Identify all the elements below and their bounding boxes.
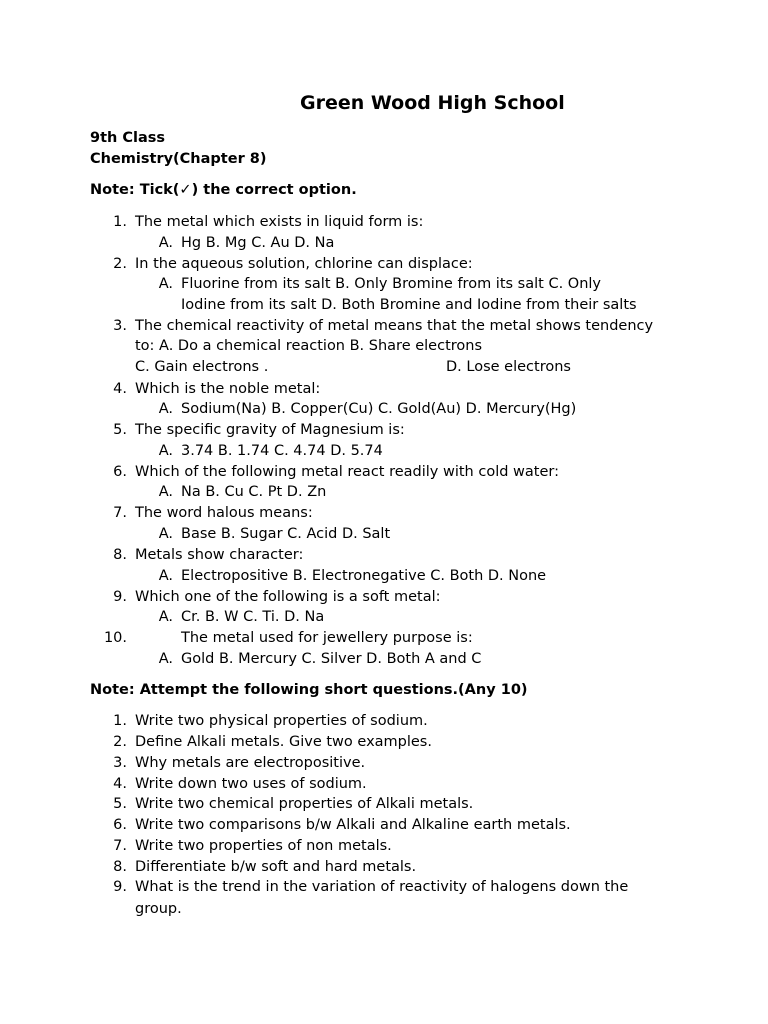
short-question-number: 6. bbox=[113, 817, 127, 833]
mcq-number: 5. bbox=[113, 422, 127, 438]
short-question-number: 7. bbox=[113, 838, 127, 854]
mcq-number: 6. bbox=[113, 464, 127, 480]
short-question-number: 4. bbox=[113, 776, 127, 792]
mcq-number: 1. bbox=[113, 214, 127, 230]
short-question-number: 3. bbox=[113, 755, 127, 771]
mcq-number: 4. bbox=[113, 381, 127, 397]
short-question: Write two properties of non metals. bbox=[135, 838, 392, 854]
mcq-options: Gold B. Mercury C. Silver D. Both A and C bbox=[181, 651, 482, 667]
mcq-options: Sodium(Na) B. Copper(Cu) C. Gold(Au) D. Mercury(Hg) bbox=[181, 401, 577, 417]
mcq-question: Which one of the following is a soft metal: bbox=[135, 589, 441, 605]
short-question-number: 1. bbox=[113, 713, 127, 729]
short-question: Why metals are electropositive. bbox=[135, 755, 366, 771]
mcq-question-continued: to: A. Do a chemical reaction B. Share electrons bbox=[135, 338, 483, 354]
option-letter: A. bbox=[158, 276, 173, 292]
option-letter: A. bbox=[158, 235, 173, 251]
short-questions-note: Note: Attempt the following short questions.(Any 10) bbox=[90, 682, 528, 698]
mcq-question: Metals show character: bbox=[135, 547, 304, 563]
short-question-continued: group. bbox=[135, 901, 182, 917]
mcq-options: Na B. Cu C. Pt D. Zn bbox=[181, 484, 327, 500]
mcq-question: The chemical reactivity of metal means that the metal shows tendency bbox=[135, 318, 654, 334]
option-letter: A. bbox=[158, 401, 173, 417]
option-letter: A. bbox=[158, 609, 173, 625]
mcq-number: 8. bbox=[113, 547, 127, 563]
subject-line: Chemistry(Chapter 8) bbox=[90, 151, 267, 167]
mcq-question: In the aqueous solution, chlorine can displace: bbox=[135, 256, 473, 272]
class-line: 9th Class bbox=[90, 130, 166, 146]
mcq-options: 3.74 B. 1.74 C. 4.74 D. 5.74 bbox=[181, 443, 383, 459]
mcq-note: Note: Tick(✓) the correct option. bbox=[90, 182, 357, 198]
mcq-number: 10. bbox=[103, 630, 127, 646]
mcq-option-d: D. Lose electrons bbox=[446, 359, 571, 375]
short-question: Write two comparisons b/w Alkali and Alkaline earth metals. bbox=[135, 817, 571, 833]
mcq-options: Hg B. Mg C. Au D. Na bbox=[181, 235, 335, 251]
school-title: Green Wood High School bbox=[300, 92, 565, 114]
mcq-option-c: C. Gain electrons . bbox=[135, 359, 269, 375]
short-question-number: 5. bbox=[113, 796, 127, 812]
mcq-number: 2. bbox=[113, 256, 127, 272]
option-letter: A. bbox=[158, 484, 173, 500]
short-question: Write down two uses of sodium. bbox=[135, 776, 367, 792]
mcq-question: Which of the following metal react readily with cold water: bbox=[135, 464, 559, 480]
short-question-number: 8. bbox=[113, 859, 127, 875]
short-question: Differentiate b/w soft and hard metals. bbox=[135, 859, 417, 875]
short-question-number: 9. bbox=[113, 879, 127, 895]
short-question-number: 2. bbox=[113, 734, 127, 750]
mcq-number: 3. bbox=[113, 318, 127, 334]
mcq-question: The word halous means: bbox=[135, 505, 313, 521]
short-question: Define Alkali metals. Give two examples. bbox=[135, 734, 432, 750]
mcq-question: The specific gravity of Magnesium is: bbox=[135, 422, 405, 438]
mcq-question: The metal used for jewellery purpose is: bbox=[181, 630, 473, 646]
mcq-question: The metal which exists in liquid form is: bbox=[135, 214, 424, 230]
option-letter: A. bbox=[158, 443, 173, 459]
mcq-options-continued: Iodine from its salt D. Both Bromine and Iodine from their salts bbox=[181, 297, 637, 313]
short-question: What is the trend in the variation of reactivity of halogens down the bbox=[135, 879, 629, 895]
option-letter: A. bbox=[158, 651, 173, 667]
mcq-options: Base B. Sugar C. Acid D. Salt bbox=[181, 526, 391, 542]
option-letter: A. bbox=[158, 526, 173, 542]
mcq-number: 9. bbox=[113, 589, 127, 605]
mcq-options: Electropositive B. Electronegative C. Both D. None bbox=[181, 568, 547, 584]
short-question: Write two physical properties of sodium. bbox=[135, 713, 428, 729]
mcq-question: Which is the noble metal: bbox=[135, 381, 321, 397]
option-letter: A. bbox=[158, 568, 173, 584]
mcq-options: Cr. B. W C. Ti. D. Na bbox=[181, 609, 325, 625]
mcq-number: 7. bbox=[113, 505, 127, 521]
mcq-options: Fluorine from its salt B. Only Bromine from its salt C. Only bbox=[181, 276, 602, 292]
short-question: Write two chemical properties of Alkali metals. bbox=[135, 796, 474, 812]
